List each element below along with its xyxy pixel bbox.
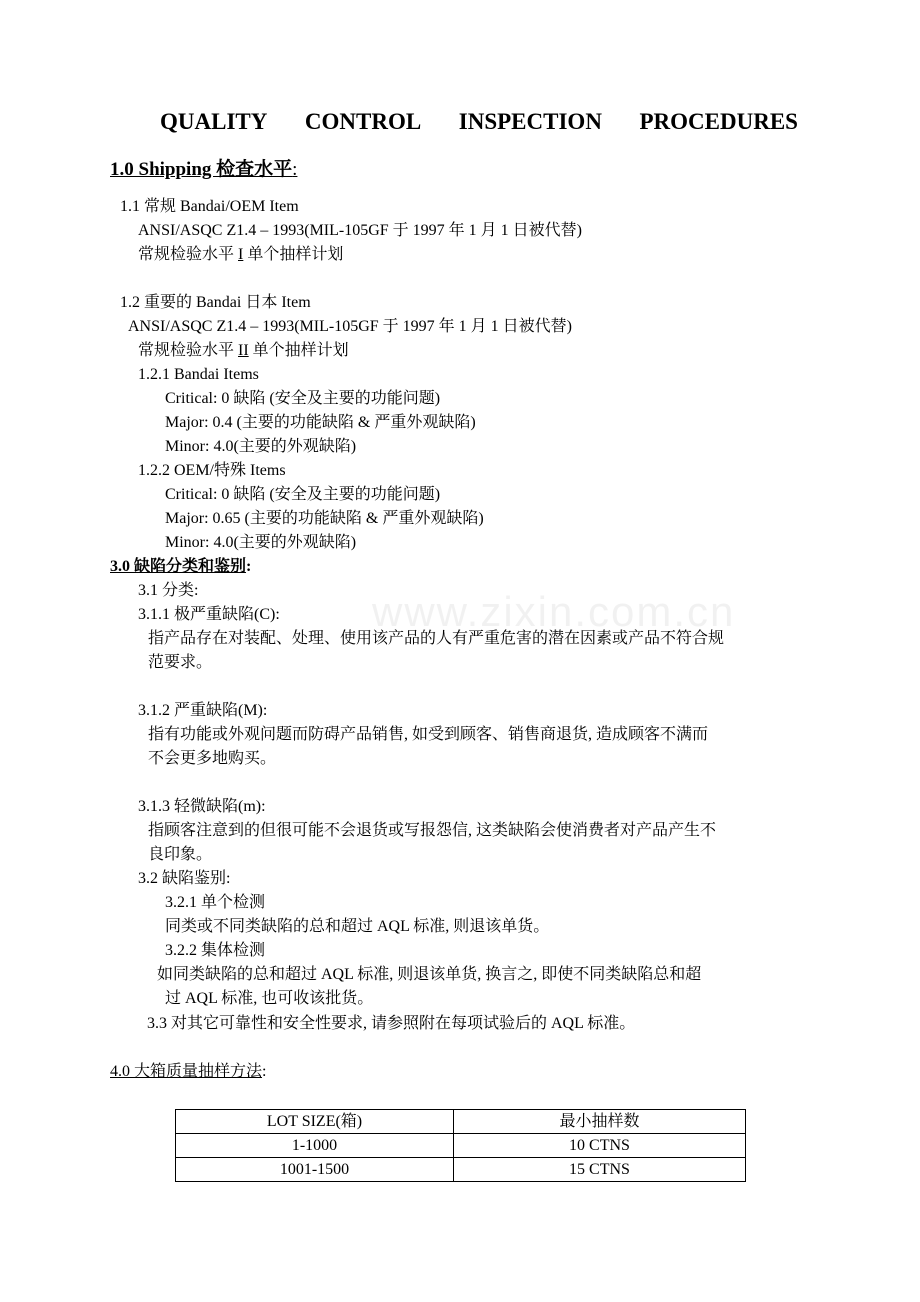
oem-major: Major: 0.65 (主要的功能缺陷 & 严重外观缺陷) xyxy=(165,510,484,527)
table-cell: 10 CTNS xyxy=(454,1134,746,1158)
section-3-1-3-text: 指顾客注意到的但很可能不会退货或写报怨信, 这类缺陷会使消费者对产品产生不 xyxy=(148,822,717,839)
section-3-2-1-text: 同类或不同类缺陷的总和超过 AQL 标准, 则退该单货。 xyxy=(165,918,550,935)
title-word: CONTROL xyxy=(304,109,422,134)
section-3-1-1-title: 3.1.1 极严重缺陷(C): xyxy=(138,606,280,623)
section-3-1-1-text: 范要求。 xyxy=(148,654,213,671)
section-1-2-standard: ANSI/ASQC Z1.4 – 1993(MIL-105GF 于 1997 年 1 月 1 日被代替) xyxy=(128,318,573,335)
bandai-major: Major: 0.4 (主要的功能缺陷 & 严重外观缺陷) xyxy=(165,414,476,431)
section-3-1-2-text: 指有功能或外观问题而防碍产品销售, 如受到顾客、销售商退货, 造成顾客不满而 xyxy=(148,726,709,743)
oem-critical: Critical: 0 缺陷 (安全及主要的功能问题) xyxy=(165,486,441,503)
section-3-2-2-title: 3.2.2 集体检测 xyxy=(165,942,266,959)
section-3-1-1-text: 指产品存在对装配、处理、使用该产品的人有严重危害的潜在因素或产品不符合规 xyxy=(148,630,725,647)
section-3-3-text: 3.3 对其它可靠性和安全性要求, 请参照附在每项试验后的 AQL 标准。 xyxy=(147,1015,636,1032)
lot-size-table xyxy=(175,1109,746,1182)
section-4-heading: 4.0 大箱质量抽样方法: xyxy=(110,1063,267,1080)
table-cell: 15 CTNS xyxy=(454,1158,746,1182)
section-1-2-level: 常规检验水平 II 单个抽样计划 xyxy=(138,342,349,359)
section-1-2-title: 1.2 重要的 Bandai 日本 Item xyxy=(120,294,311,311)
section-3-1-3-title: 3.1.3 轻微缺陷(m): xyxy=(138,798,266,815)
table-cell: 1-1000 xyxy=(176,1134,454,1158)
section-1-1-level: 常规检验水平 I 单个抽样计划 xyxy=(138,246,344,263)
section-3-heading: 3.0 缺陷分类和鉴别: xyxy=(110,558,252,575)
table-header-cell: 最小抽样数 xyxy=(454,1110,746,1134)
section-3-1-title: 3.1 分类: xyxy=(138,582,199,599)
section-1-heading: 1.0 Shipping 检查水平: xyxy=(110,159,298,180)
bandai-critical: Critical: 0 缺陷 (安全及主要的功能问题) xyxy=(165,390,441,407)
section-3-2-title: 3.2 缺陷鉴别: xyxy=(138,870,231,887)
section-1-2-2-title: 1.2.2 OEM/特殊 Items xyxy=(138,462,286,479)
title-word: INSPECTION xyxy=(458,109,602,134)
section-3-1-2-text: 不会更多地购买。 xyxy=(148,750,277,767)
section-3-1-2-title: 3.1.2 严重缺陷(M): xyxy=(138,702,268,719)
watermark: www.zixin.com.cn xyxy=(372,588,736,635)
title-word: QUALITY xyxy=(160,109,268,134)
document-title xyxy=(160,108,798,136)
section-3-2-1-title: 3.2.1 单个检测 xyxy=(165,894,266,911)
section-3-2-2-text: 如同类缺陷的总和超过 AQL 标准, 则退该单货, 换言之, 即使不同类缺陷总和超 xyxy=(157,966,702,983)
title-word: PROCEDURES xyxy=(639,109,798,134)
section-1-2-1-title: 1.2.1 Bandai Items xyxy=(138,366,259,383)
oem-minor: Minor: 4.0(主要的外观缺陷) xyxy=(165,534,357,551)
table-header-cell: LOT SIZE(箱) xyxy=(176,1110,454,1134)
table-row xyxy=(176,1134,746,1158)
section-3-1-3-text: 良印象。 xyxy=(148,846,213,863)
table-header-row xyxy=(176,1110,746,1134)
table-cell: 1001-1500 xyxy=(176,1158,454,1182)
section-1-1-standard: ANSI/ASQC Z1.4 – 1993(MIL-105GF 于 1997 年 1 月 1 日被代替) xyxy=(138,222,583,239)
section-1-1-title: 1.1 常规 Bandai/OEM Item xyxy=(120,198,299,215)
bandai-minor: Minor: 4.0(主要的外观缺陷) xyxy=(165,438,357,455)
table-row xyxy=(176,1158,746,1182)
section-3-2-2-text: 过 AQL 标准, 也可收该批货。 xyxy=(165,990,374,1007)
